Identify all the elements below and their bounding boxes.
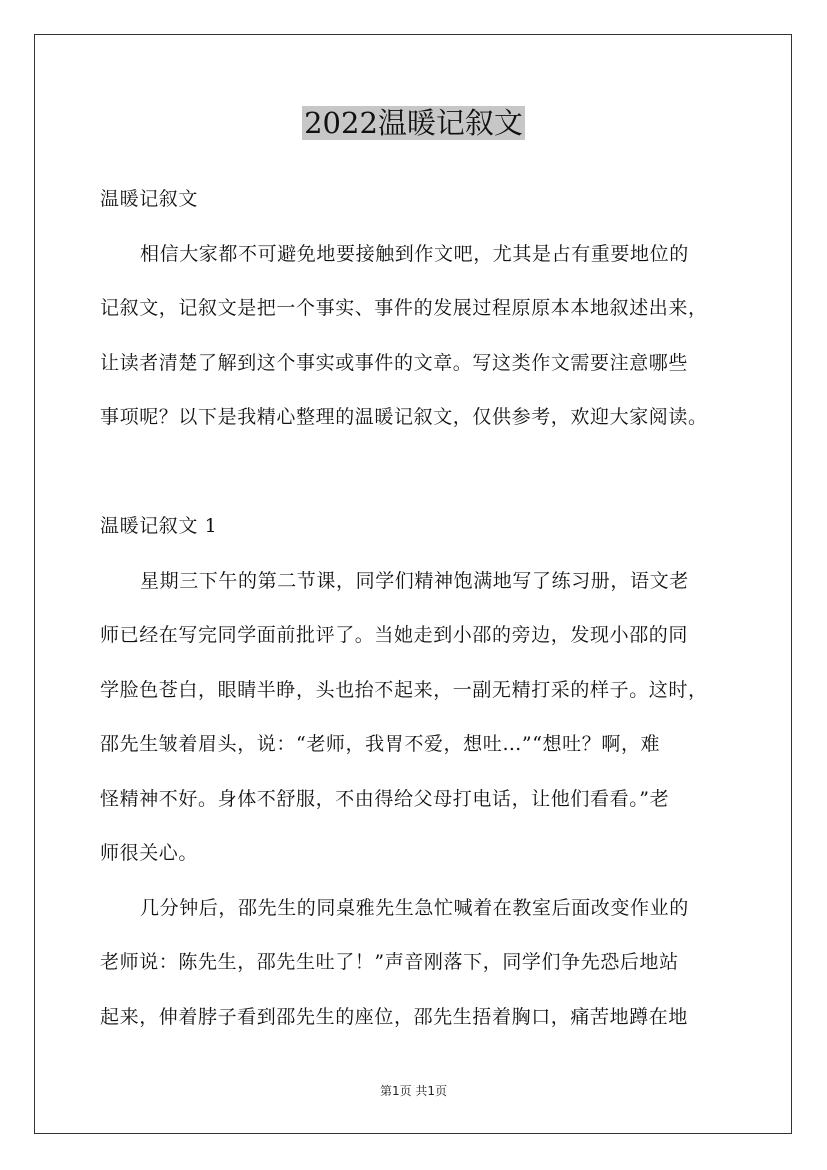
page-footer: 第1页 共1页 xyxy=(379,1084,448,1098)
document-title-text: 2022温暖记叙文 xyxy=(304,106,523,140)
document-title xyxy=(0,104,827,142)
section-heading: 温暖记叙文 1 xyxy=(100,515,218,537)
paragraph-line: 几分钟后，邵先生的同桌雅先生急忙喊着在教室后面改变作业的 xyxy=(140,896,689,919)
paragraph-line: 师很关心。 xyxy=(100,842,199,864)
paragraph-gap xyxy=(100,445,730,500)
paragraph-line: 邵先生皱着眉头，说：“老师，我胃不爱，想吐…”“想吐？啊，难 xyxy=(100,733,661,755)
intro-line: 事项呢？以下是我精心整理的温暖记叙文，仅供参考，欢迎大家阅读。 xyxy=(100,406,708,428)
subtitle: 温暖记叙文 xyxy=(100,188,199,210)
paragraph-line: 师已经在写完同学面前批评了。当她走到小邵的旁边，发现小邵的同 xyxy=(100,624,689,646)
intro-line: 让读者清楚了解到这个事实或事件的文章。写这类作文需要注意哪些 xyxy=(100,351,689,374)
intro-line: 记叙文，记叙文是把一个事实、事件的发展过程原原本本地叙述出来， xyxy=(100,297,708,319)
intro-line: 相信大家都不可避免地要接触到作文吧，尤其是占有重要地位的 xyxy=(140,242,689,265)
paragraph-line: 学脸色苍白，眼睛半睁，头也抬不起来，一副无精打采的样子。这时， xyxy=(100,678,708,701)
paragraph-line: 起来，伸着脖子看到邵先生的座位，邵先生捂着胸口，痛苦地蹲在地 xyxy=(100,1005,689,1028)
paragraph-line: 老师说：陈先生，邵先生吐了！”声音刚落下，同学们争先恐后地站 xyxy=(100,951,679,973)
paragraph-line: 星期三下午的第二节课，同学们精神饱满地写了练习册，语文老 xyxy=(140,569,689,592)
document-body xyxy=(100,172,730,1044)
paragraph-line: 怪精神不好。身体不舒服，不由得给父母打电话，让他们看看。”老 xyxy=(100,787,670,810)
